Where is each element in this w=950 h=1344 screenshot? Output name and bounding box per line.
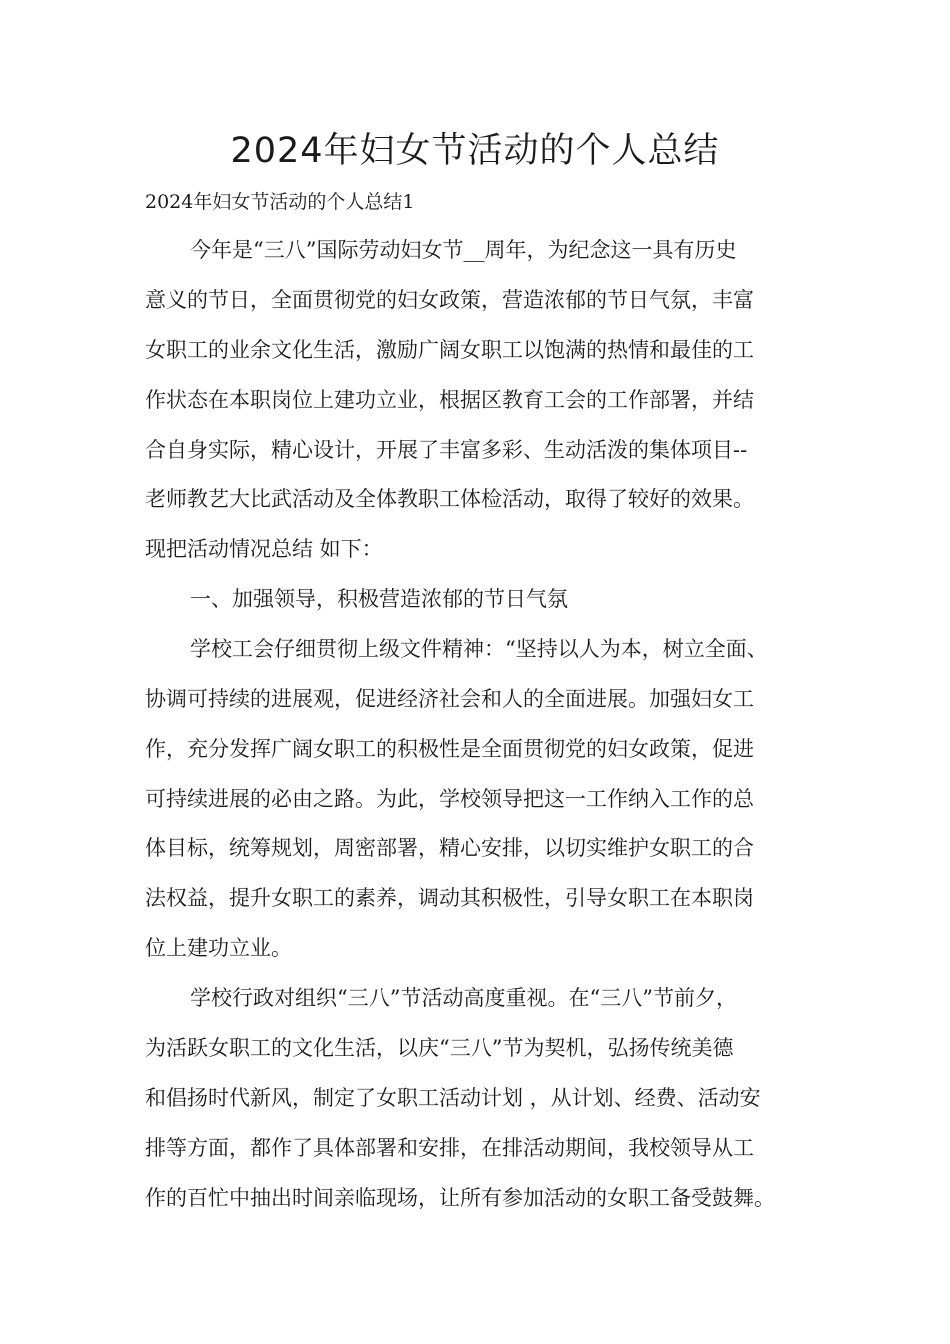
paragraph-line: 体目标，统筹规划，周密部署，精心安排，以切实维护女职工的合 [145, 836, 754, 860]
paragraph-line: 作状态在本职岗位上建功立业，根据区教育工会的工作部署，并结 [145, 388, 754, 412]
paragraph-line: 位上建功立业。 [145, 936, 292, 960]
paragraph-line: 法权益，提升女职工的素养，调动其积极性，引导女职工在本职岗 [145, 886, 754, 910]
paragraph-line: 合自身实际，精心设计，开展了丰富多彩、生动活泼的集体项目-- [145, 438, 748, 462]
paragraph-line: 为活跃女职工的文化生活，以庆“三八”节为契机，弘扬传统美德 [145, 1036, 734, 1060]
document-subtitle: 2024年妇女节活动的个人总结1 [145, 191, 415, 213]
paragraph-line: 现把活动情况总结 如下： [145, 537, 383, 561]
paragraph-line: 和倡扬时代新风，制定了女职工活动计划 ，从计划、经费、活动安 [145, 1086, 761, 1110]
paragraph-line: 学校行政对组织“三八”节活动高度重视。在“三八”节前夕， [190, 986, 737, 1010]
paragraph-line: 协调可持续的进展观，促进经济社会和人的全面进展。加强妇女工 [145, 687, 754, 711]
paragraph-line: 学校工会仔细贯彻上级文件精神：“坚持以人为本，树立全面、 [190, 637, 768, 661]
paragraph-line: 作的百忙中抽出时间亲临现场，让所有参加活动的女职工备受鼓舞。 [145, 1186, 775, 1210]
paragraph-line: 作，充分发挥广阔女职工的积极性是全面贯彻党的妇女政策，促进 [145, 737, 754, 761]
section-heading: 一、加强领导，积极营造浓郁的节日气氛 [190, 587, 568, 611]
document-title: 2024年妇女节活动的个人总结 [230, 131, 720, 171]
paragraph-line: 排等方面，都作了具体部署和安排，在排活动期间，我校领导从工 [145, 1136, 754, 1160]
paragraph-line: 老师教艺大比武活动及全体教职工体检活动，取得了较好的效果。 [145, 487, 754, 511]
paragraph-line: 女职工的业余文化生活，激励广阔女职工以饱满的热情和最佳的工 [145, 338, 754, 362]
paragraph-line: 意义的节日，全面贯彻党的妇女政策，营造浓郁的节日气氛，丰富 [145, 288, 754, 312]
paragraph-line: 今年是“三八”国际劳动妇女节__周年，为纪念这一具有历史 [190, 238, 737, 262]
paragraph-line: 可持续进展的必由之路。为此，学校领导把这一工作纳入工作的总 [145, 787, 754, 811]
